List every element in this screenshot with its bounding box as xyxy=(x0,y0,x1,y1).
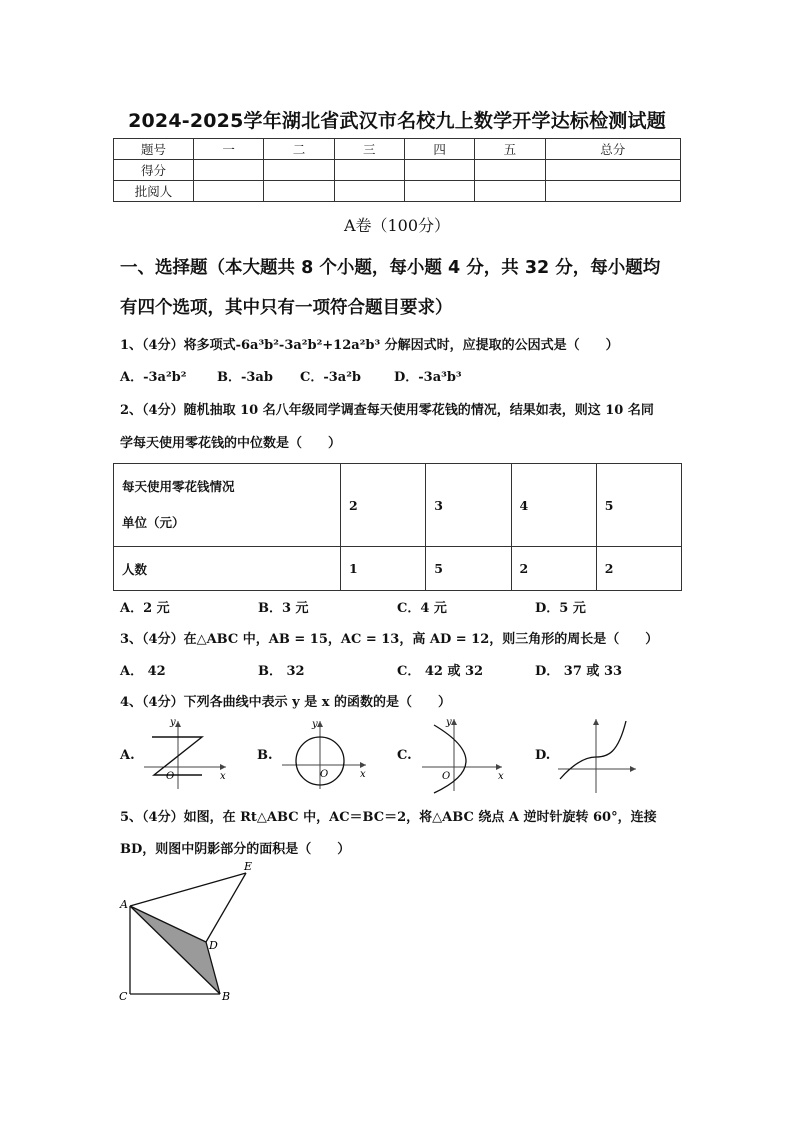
table-cell: 三 xyxy=(334,139,404,160)
table-cell: 五 xyxy=(475,139,545,160)
table-cell: 题号 xyxy=(114,139,194,160)
table-cell: 5 xyxy=(426,547,511,591)
origin-label: O xyxy=(442,771,451,782)
y-label: y xyxy=(312,719,318,730)
table-cell: 二 xyxy=(264,139,334,160)
x-label: x xyxy=(498,771,504,782)
table-cell[interactable] xyxy=(334,160,404,181)
table-cell: 四 xyxy=(404,139,474,160)
table-cell[interactable] xyxy=(545,181,680,202)
z-curve xyxy=(152,737,202,775)
table-cell[interactable] xyxy=(194,160,264,181)
q4-graph-b xyxy=(278,713,370,793)
q2-option-b[interactable]: B．3 元 xyxy=(258,601,309,616)
y-axis-arrow xyxy=(593,719,599,725)
question-1-text: 1、（4分）将多项式-6a³b²-3a²b²+12a²b³ 分解因式时，应提取的公因式是（ ） xyxy=(120,338,619,353)
page-title: 2024-2025学年湖北省武汉市名校九上数学开学达标检测试题 xyxy=(128,110,666,132)
table-cell: 一 xyxy=(194,139,264,160)
origin-label: O xyxy=(320,769,329,780)
origin-label: O xyxy=(166,771,175,782)
table-cell[interactable] xyxy=(475,160,545,181)
table-cell[interactable] xyxy=(545,160,680,181)
table-cell: 1 xyxy=(341,547,426,591)
q4-graph-c xyxy=(418,713,508,795)
y-label: y xyxy=(170,717,176,728)
q4-option-b[interactable]: B. xyxy=(257,748,273,763)
q3-option-b[interactable]: B． 32 xyxy=(258,664,305,679)
x-axis-arrow xyxy=(630,766,636,772)
table-cell[interactable] xyxy=(334,181,404,202)
y-axis-arrow xyxy=(317,721,323,727)
x-label: x xyxy=(220,771,226,782)
table-header-line1: 每天使用零花钱情况 xyxy=(122,479,235,494)
x-axis-arrow xyxy=(360,762,366,768)
table-row xyxy=(114,139,681,160)
point-b-label: B xyxy=(222,990,231,1003)
table-cell: 2 xyxy=(596,547,681,591)
table-cell[interactable] xyxy=(264,181,334,202)
section-heading-line2: 有四个选项，其中只有一项符合题目要求） xyxy=(120,298,453,318)
cubic-curve xyxy=(560,721,626,779)
parabola-curve xyxy=(434,725,466,793)
money-table xyxy=(113,463,682,591)
question-3-text: 3、（4分）在△ABC 中，AB = 15，AC = 13，高 AD = 12，则三角形的周长是（ ） xyxy=(120,632,659,647)
table-cell: 2 xyxy=(511,547,596,591)
table-cell[interactable] xyxy=(194,181,264,202)
q2-option-c[interactable]: C．4 元 xyxy=(397,601,447,616)
q1-option-a[interactable]: A．-3a²b² xyxy=(120,370,187,385)
point-d-label: D xyxy=(209,939,218,952)
q3-option-c[interactable]: C． 42 或 32 xyxy=(397,664,484,679)
question-4-text: 4、（4分）下列各曲线中表示 y 是 x 的函数的是（ ） xyxy=(120,695,451,710)
y-axis-arrow xyxy=(175,721,181,727)
table-cell[interactable] xyxy=(264,160,334,181)
q1-option-b[interactable]: B．-3ab xyxy=(217,370,273,385)
table-row xyxy=(114,547,682,591)
point-a-label: A xyxy=(120,898,128,911)
section-a-heading: A卷（100分） xyxy=(343,216,451,235)
q3-option-d[interactable]: D． 37 或 33 xyxy=(535,664,623,679)
table-cell: 人数 xyxy=(114,547,341,591)
question-2-line1: 2、（4分）随机抽取 10 名八年级同学调查每天使用零花钱的情况，结果如表，则这 10 名同 xyxy=(120,403,654,418)
q5-rotation-figure xyxy=(116,860,266,1006)
q2-option-d[interactable]: D．5 元 xyxy=(535,601,586,616)
q4-graph-a xyxy=(140,713,230,793)
table-row xyxy=(114,160,681,181)
x-label: x xyxy=(360,769,366,780)
table-cell[interactable] xyxy=(404,181,474,202)
q2-option-a[interactable]: A．2 元 xyxy=(120,601,170,616)
table-cell: 5 xyxy=(596,464,681,547)
q4-option-a[interactable]: A. xyxy=(120,748,135,763)
q4-option-d[interactable]: D. xyxy=(535,748,551,763)
table-cell: 4 xyxy=(511,464,596,547)
table-header-line2: 单位（元） xyxy=(122,515,185,530)
point-c-label: C xyxy=(119,990,128,1003)
q1-option-d[interactable]: D．-3a³b³ xyxy=(394,370,462,385)
table-cell[interactable] xyxy=(475,181,545,202)
table-cell: 得分 xyxy=(114,160,194,181)
q4-option-c[interactable]: C. xyxy=(397,748,412,763)
table-cell: 总分 xyxy=(545,139,680,160)
q1-option-c[interactable]: C．-3a²b xyxy=(300,370,361,385)
section-heading-line1: 一、选择题（本大题共 8 个小题，每小题 4 分，共 32 分，每小题均 xyxy=(120,258,661,278)
table-row xyxy=(114,181,681,202)
table-cell[interactable] xyxy=(404,160,474,181)
segment-ae xyxy=(130,873,246,906)
y-axis-arrow xyxy=(451,719,457,725)
q4-graph-d xyxy=(556,713,640,797)
x-axis-arrow xyxy=(220,764,226,770)
table-cell: 3 xyxy=(426,464,511,547)
point-e-label: E xyxy=(244,860,253,873)
table-row xyxy=(114,464,682,547)
segment-ed xyxy=(206,873,246,942)
table-header-cell xyxy=(114,464,341,547)
table-cell: 批阅人 xyxy=(114,181,194,202)
question-5-line2: BD，则图中阴影部分的面积是（ ） xyxy=(120,842,351,857)
q3-option-a[interactable]: A． 42 xyxy=(120,664,166,679)
score-table xyxy=(113,138,681,202)
question-2-line2: 学每天使用零花钱的中位数是（ ） xyxy=(120,436,342,451)
y-label: y xyxy=(446,717,452,728)
question-5-line1: 5、（4分）如图，在 Rt△ABC 中，AC＝BC＝2，将△ABC 绕点 A 逆时针旋转 60°，连接 xyxy=(120,810,657,825)
table-cell: 2 xyxy=(341,464,426,547)
x-axis-arrow xyxy=(496,764,502,770)
